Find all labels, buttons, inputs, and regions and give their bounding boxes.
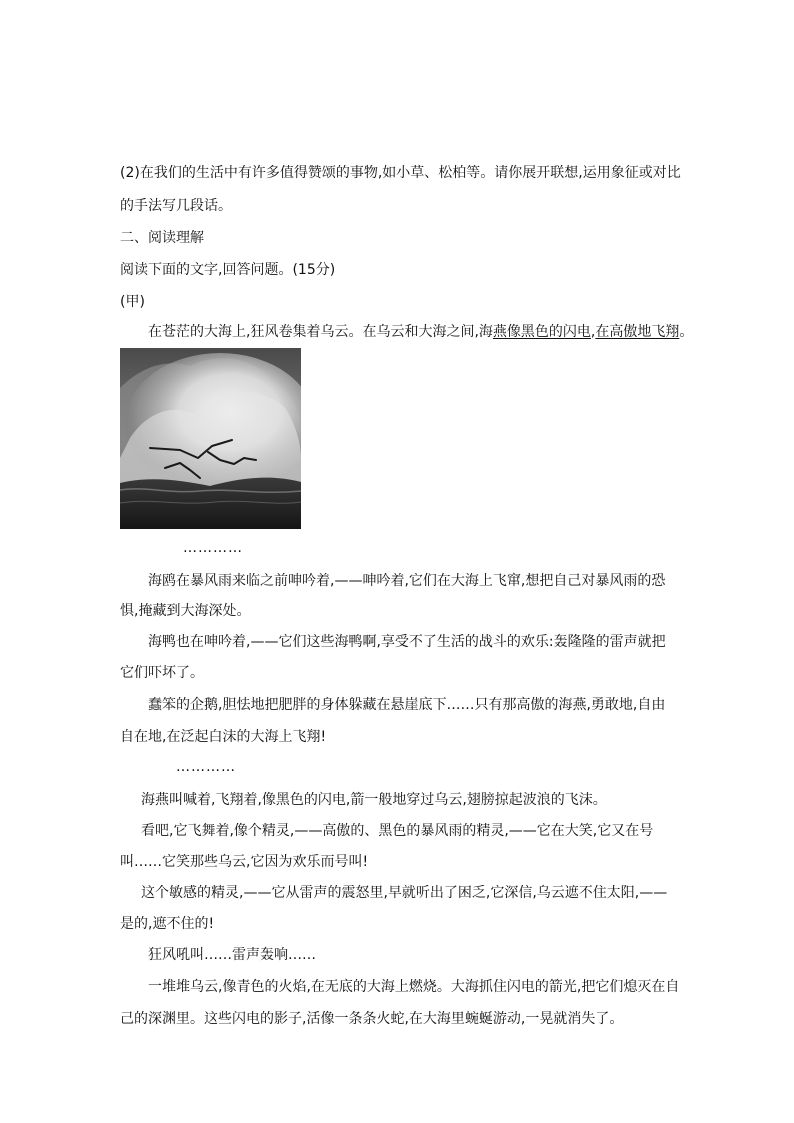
paragraph-6-line-2: 叫……它笑那些乌云,它因为欢乐而号叫! <box>120 854 369 870</box>
ellipsis-1: ………… <box>183 540 243 556</box>
paragraph-7-line-1: 这个敏感的精灵,——它从雷声的震怒里,早就听出了困乏,它深信,乌云遮不住太阳,—— <box>141 885 668 901</box>
part-label: (甲) <box>120 294 145 310</box>
paragraph-1-comma: , <box>590 324 596 340</box>
paragraph-6-line-1: 看吧,它飞舞着,像个精灵,——高傲的、黑色的暴风雨的精灵,——它在大笑,它又在号 <box>141 823 654 839</box>
paragraph-2-line-1: 海鸥在暴风雨来临之前呻吟着,——呻吟着,它们在大海上飞窜,想把自己对暴风雨的恐 <box>148 573 666 589</box>
paragraph-3-line-2: 它们吓坏了。 <box>120 665 204 681</box>
question-2-line-2: 的手法写几段话。 <box>120 198 232 214</box>
question-2-line-1: (2)在我们的生活中有许多值得赞颂的事物,如小草、松柏等。请你展开联想,运用象征或对比 <box>120 165 681 181</box>
paragraph-4-line-1: 蠢笨的企鹅,胆怯地把肥胖的身体躲藏在悬崖底下……只有那高傲的海燕,勇敢地,自由 <box>148 697 666 713</box>
paragraph-3-line-1: 海鸭也在呻吟着,——它们这些海鸭啊,享受不了生活的战斗的欢乐:轰隆隆的雷声就把 <box>148 634 666 650</box>
storm-sea-seagulls-photo <box>120 348 301 529</box>
underlined-phrase-1: 燕像黑色的闪电 <box>492 324 591 340</box>
paragraph-8-line-1: 狂风吼叫……雷声轰响…… <box>148 947 316 963</box>
paragraph-7-line-2: 是的,遮不住的! <box>120 916 215 932</box>
paragraph-9-line-2: 己的深渊里。这些闪电的影子,活像一条条火蛇,在大海里蜿蜒游动,一晃就消失了。 <box>120 1011 624 1027</box>
paragraph-1-text: 在苍茫的大海上,狂风卷集着乌云。在乌云和大海之间,海 <box>148 324 493 340</box>
paragraph-1-end: 。 <box>679 324 694 340</box>
underlined-phrase-2: 在高傲地飞翔 <box>595 324 680 340</box>
paragraph-2-line-2: 惧,掩藏到大海深处。 <box>120 603 251 619</box>
ellipsis-2: ………… <box>176 759 236 775</box>
paragraph-5-line-1: 海燕叫喊着,飞翔着,像黑色的闪电,箭一般地穿过乌云,翅膀掠起波浪的飞沫。 <box>141 792 607 808</box>
paragraph-9-line-1: 一堆堆乌云,像青色的火焰,在无底的大海上燃烧。大海抓住闪电的箭光,把它们熄灭在自 <box>148 979 680 995</box>
paragraph-4-line-2: 自在地,在泛起白沫的大海上飞翔! <box>120 729 327 745</box>
reading-instruction: 阅读下面的文字,回答问题。(15分) <box>120 262 336 278</box>
section-heading: 二、阅读理解 <box>120 230 204 246</box>
paragraph-1 <box>148 322 693 342</box>
